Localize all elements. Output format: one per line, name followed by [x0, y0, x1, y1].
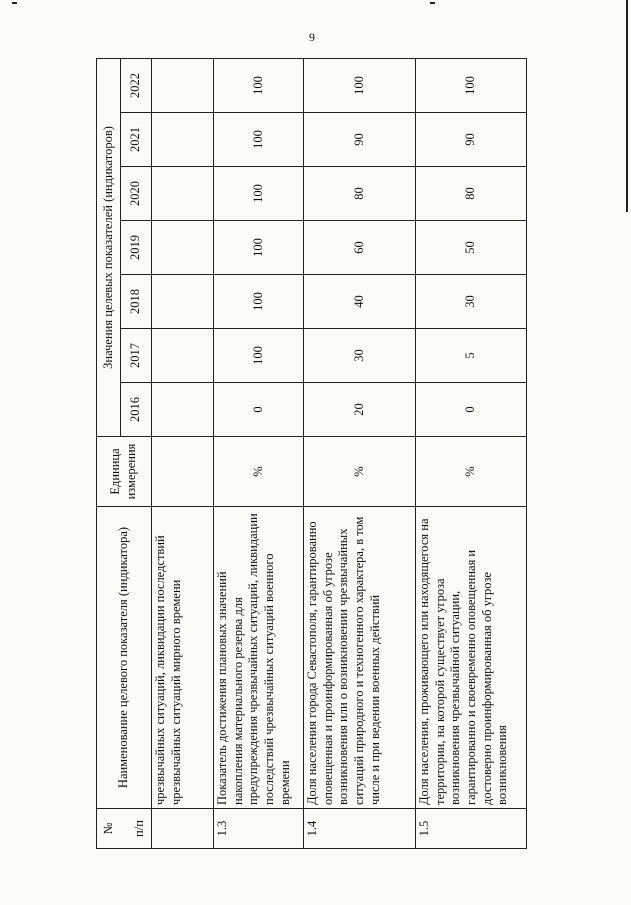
row-value: 100 — [214, 329, 304, 383]
row-value: 100 — [304, 58, 416, 112]
row-unit: % — [416, 437, 527, 507]
table-row — [304, 58, 416, 848]
row-unit — [152, 437, 214, 507]
row-value: 100 — [214, 221, 304, 275]
col-header-year: 2017 — [121, 329, 152, 383]
scan-corner-mark-right — [430, 2, 435, 4]
row-value — [152, 167, 214, 221]
row-code: 1.3 — [214, 809, 304, 849]
row-name: Доля населения, проживающего или находящегося на территории, на которой существует угроза возникновения чрезвычайной ситуации, гарантированно и своевременно оповещенная и достоверно проинформированная об угрозе возникновения — [416, 507, 527, 809]
col-header-year: 2022 — [121, 58, 152, 112]
col-header-year: 2018 — [121, 275, 152, 329]
table-row — [152, 58, 214, 848]
row-value: 100 — [214, 275, 304, 329]
col-header-unit: Единица измерения — [97, 437, 152, 507]
row-name: Показатель достижения плановых значений накопления материального резерва для предупреждения чрезвычайных ситуаций, ликвидации последствий чрезвычайных ситуаций военного времени — [214, 507, 304, 809]
row-value: 90 — [416, 113, 527, 167]
table-row — [214, 58, 304, 848]
row-value: 50 — [416, 221, 527, 275]
table-row — [416, 58, 527, 848]
scan-edge-line — [626, 0, 628, 212]
row-value — [152, 221, 214, 275]
row-code — [152, 809, 214, 849]
row-value: 60 — [304, 221, 416, 275]
scan-corner-mark-left — [12, 2, 17, 4]
row-value: 80 — [304, 167, 416, 221]
col-header-year: 2019 — [121, 221, 152, 275]
col-header-year: 2020 — [121, 167, 152, 221]
row-value — [152, 383, 214, 437]
col-header-values-group: Значения целевых показателей (индикаторов) — [97, 58, 121, 436]
row-name: Доля населения города Севастополя, гарантированно оповещенная и проинформированная об угрозе возникновения или о возникновении чрезвычайных ситуаций природного и техногенного характера, в том числе и при ведении военных действий — [304, 507, 416, 809]
row-value: 100 — [214, 113, 304, 167]
col-header-name: Наименование целевого показателя (индикатора) — [97, 507, 152, 809]
row-code: 1.4 — [304, 809, 416, 849]
row-unit: % — [214, 437, 304, 507]
row-value: 0 — [214, 383, 304, 437]
row-value: 5 — [416, 329, 527, 383]
row-value: 30 — [416, 275, 527, 329]
row-name: чрезвычайных ситуаций, ликвидации последствий чрезвычайных ситуаций мирного времени — [152, 507, 214, 809]
col-header-year: 2016 — [121, 383, 152, 437]
row-value: 90 — [304, 113, 416, 167]
row-value — [152, 275, 214, 329]
row-value: 100 — [416, 58, 527, 112]
row-value: 0 — [416, 383, 527, 437]
col-header-year: 2021 — [121, 113, 152, 167]
row-value — [152, 58, 214, 112]
col-header-no: № п/п — [97, 809, 152, 849]
row-value — [152, 329, 214, 383]
row-value: 20 — [304, 383, 416, 437]
row-value: 100 — [214, 167, 304, 221]
row-code: 1.5 — [416, 809, 527, 849]
rotated-table-wrapper — [96, 59, 610, 849]
row-unit: % — [304, 437, 416, 507]
row-value: 40 — [304, 275, 416, 329]
row-value: 100 — [214, 58, 304, 112]
indicators-table — [96, 58, 527, 849]
row-value: 30 — [304, 329, 416, 383]
row-value: 80 — [416, 167, 527, 221]
row-value — [152, 113, 214, 167]
page-number: 9 — [309, 30, 315, 44]
